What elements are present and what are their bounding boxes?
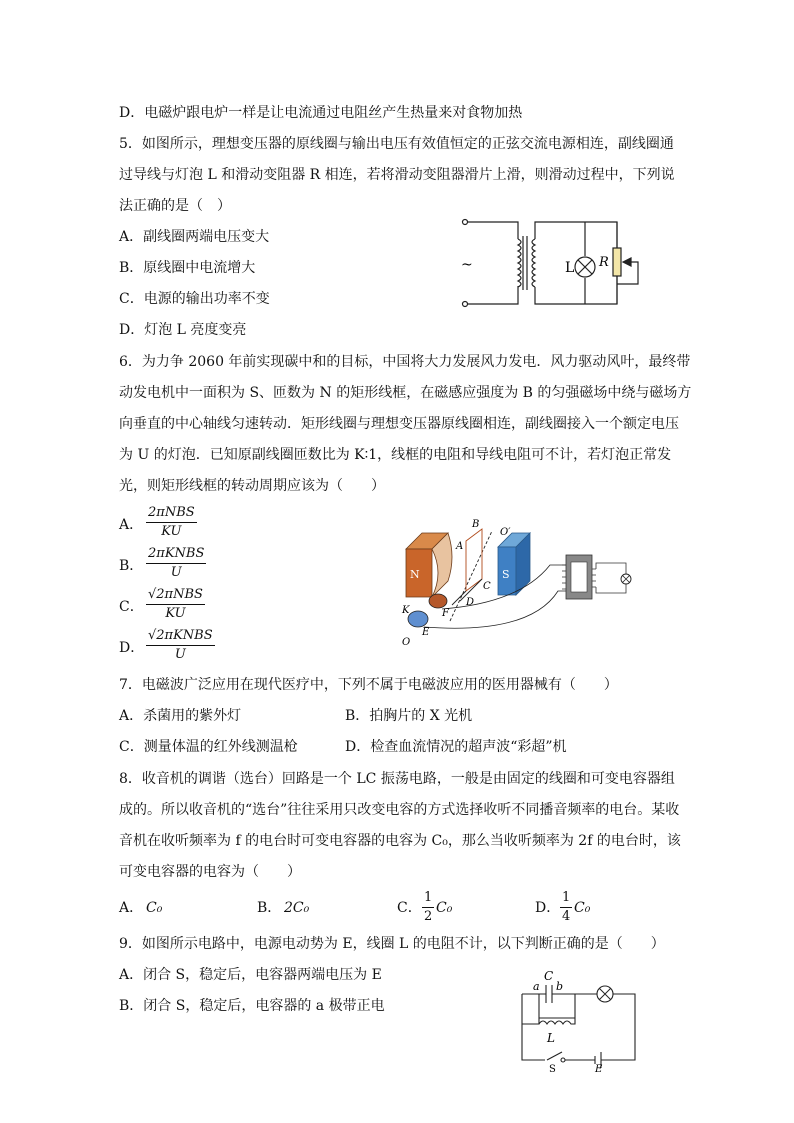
q4-option-d: D．电磁炉跟电炉一样是让电流通过电阻丝产生热量来对食物加热 xyxy=(119,105,523,121)
q6-stem-line-1: 6．为力争 2060 年前实现碳中和的目标，中国将大力发展风力发电．风力驱动风叶，最终带 xyxy=(119,354,691,370)
q6-option-a-fraction xyxy=(146,505,197,540)
q6-label-a: A xyxy=(456,541,464,552)
q5-option-a: A．副线圈两端电压变大 xyxy=(119,229,270,245)
q9-option-b: B．闭合 S，稳定后，电容器的 a 极带正电 xyxy=(119,998,385,1014)
q6-option-c-denominator: KU xyxy=(165,606,186,621)
q8-option-d-value: C₀ xyxy=(574,900,591,916)
q6-label-f: F xyxy=(442,608,449,619)
q8-option-d-numerator: 1 xyxy=(560,890,572,908)
q5-source-label: ~ xyxy=(461,257,473,273)
q6-option-c-fraction xyxy=(146,587,205,622)
q5-resistor-label: R xyxy=(599,255,609,270)
q6-option-b-numerator: 2πKNBS xyxy=(146,546,206,564)
q6-label-b: B xyxy=(472,519,480,530)
q6-stem-line-2: 动发电机中一面积为 S、匝数为 N 的矩形线框，在磁感应强度为 B 的匀强磁场中绕与磁场方 xyxy=(119,385,692,401)
q6-pole-n-label: N xyxy=(410,568,420,581)
q8-stem-line-4: 可变电容器的电容为（ ） xyxy=(119,864,301,880)
q5-lamp-label: L xyxy=(565,260,575,276)
q9-plate-a-label: a xyxy=(533,980,540,993)
q9-switch-label: S xyxy=(549,1064,556,1075)
q9-inductor-label: L xyxy=(547,1031,555,1045)
q8-option-c-denominator: 2 xyxy=(424,909,433,924)
q5-option-b: B．原线圈中电流增大 xyxy=(119,260,256,276)
q5-option-d: D．灯泡 L 亮度变亮 xyxy=(119,322,247,338)
q9-stem: 9．如图所示电路中，电源电动势为 E，线圈 L 的电阻不计，以下判断正确的是（ ） xyxy=(119,936,665,952)
q7-option-a: A．杀菌用的紫外灯 xyxy=(119,708,242,724)
q9-plate-b-label: b xyxy=(556,980,564,993)
q8-option-d-fraction xyxy=(560,890,572,925)
q6-option-b-letter: B． xyxy=(119,558,144,574)
q8-option-b-letter: B． xyxy=(257,900,282,916)
q6-stem-line-5: 光，则矩形线框的转动周期应该为（ ） xyxy=(119,478,385,494)
q9-capacitor-label: C xyxy=(544,969,554,983)
q6-option-d-denominator: U xyxy=(174,647,186,662)
q6-label-c: C xyxy=(483,581,491,592)
q7-option-c: C．测量体温的红外线测温枪 xyxy=(119,739,298,755)
q6-option-b-denominator: U xyxy=(170,565,182,580)
q9-option-a: A．闭合 S，稳定后，电容器两端电压为 E xyxy=(119,967,382,983)
q6-option-a-letter: A． xyxy=(119,517,144,533)
q6-label-k: K xyxy=(402,605,410,616)
q8-option-c-numerator: 1 xyxy=(422,890,434,908)
q6-generator-figure xyxy=(400,519,645,648)
q6-label-d: D xyxy=(466,597,475,608)
q6-option-d-letter: D． xyxy=(119,640,145,656)
q5-transformer-circuit-figure xyxy=(455,214,685,314)
q8-option-c-fraction xyxy=(422,890,434,925)
q6-option-d-fraction xyxy=(146,628,215,663)
q6-stem-line-4: 为 U 的灯泡．已知原副线圈匝数比为 K∶1，线框的电阻和导线电阻可不计，若灯泡正常发 xyxy=(119,447,672,463)
q8-stem-line-1: 8．收音机的调谐（选台）回路是一个 LC 振荡电路，一般是由固定的线圈和可变电容器组 xyxy=(119,771,675,787)
q8-option-a-value: C₀ xyxy=(146,900,163,916)
q5-stem-line-1: 5．如图所示，理想变压器的原线圈与输出电压有效值恒定的正弦交流电源相连，副线圈通 xyxy=(119,136,674,152)
q6-label-o: O xyxy=(402,637,411,648)
q6-stem-line-3: 向垂直的中心轴线匀速转动．矩形线圈与理想变压器原线圈相连，副线圈接入一个额定电压 xyxy=(119,416,679,432)
q6-option-a-numerator: 2πNBS xyxy=(146,505,197,523)
q8-option-b-value: 2C₀ xyxy=(284,900,310,916)
q6-option-c-letter: C． xyxy=(119,599,144,615)
q8-option-a-letter: A． xyxy=(119,900,144,916)
q8-stem-line-3: 音机在收听频率为 f 的电台时可变电容器的电容为 C₀，那么当收听频率为 2f 的电台时，该 xyxy=(119,833,681,849)
q6-label-e: E xyxy=(422,627,430,638)
q7-option-d: D．检查血流情况的超声波“彩超”机 xyxy=(345,739,567,755)
q6-option-c-numerator: √2πNBS xyxy=(146,587,205,605)
q9-emf-label: E xyxy=(595,1064,603,1075)
q9-lc-circuit-figure xyxy=(517,968,647,1073)
q6-option-d-numerator: √2πKNBS xyxy=(146,628,215,646)
q6-label-o-prime: O′ xyxy=(500,527,511,538)
q5-stem-line-3: 法正确的是（ ） xyxy=(119,198,231,214)
q8-option-c-value: C₀ xyxy=(436,900,453,916)
q6-pole-s-label: S xyxy=(502,568,510,581)
q8-option-d-denominator: 4 xyxy=(562,909,571,924)
q7-option-b: B．拍胸片的 X 光机 xyxy=(345,708,473,724)
q6-option-a-denominator: KU xyxy=(161,524,182,539)
q7-stem: 7．电磁波广泛应用在现代医疗中，下列不属于电磁波应用的医用器械有（ ） xyxy=(119,677,618,693)
q6-option-b-fraction xyxy=(146,546,206,581)
q8-option-d-letter: D． xyxy=(535,900,561,916)
q8-stem-line-2: 成的。所以收音机的“选台”往往采用只改变电容的方式选择收听不同播音频率的电台。某收 xyxy=(119,802,680,818)
q8-option-c-letter: C． xyxy=(397,900,422,916)
q5-option-c: C．电源的输出功率不变 xyxy=(119,291,270,307)
q5-stem-line-2: 过导线与灯泡 L 和滑动变阻器 R 相连，若将滑动变阻器滑片上滑，则滑动过程中，下列说 xyxy=(119,167,675,183)
